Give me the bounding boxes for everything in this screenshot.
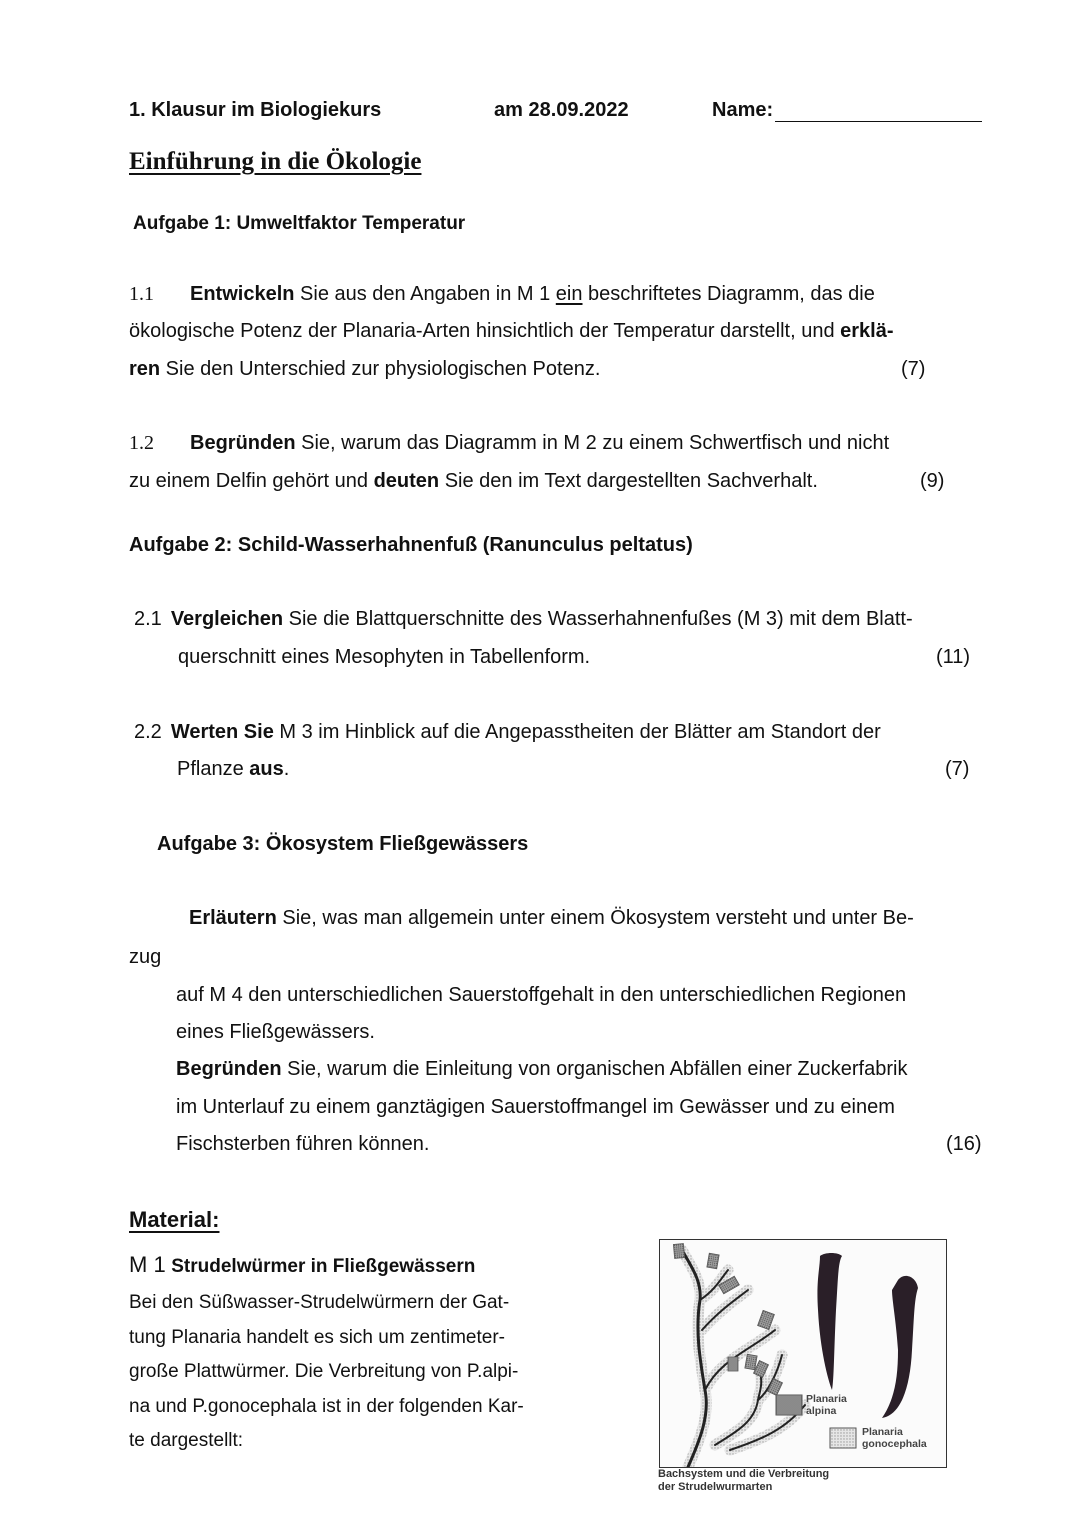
q1-2-verb2: deuten: [373, 470, 440, 492]
q3-line1: [189, 907, 914, 930]
q3-text: Sie, warum die Einleitung von organischen Abfällen einer Zuckerfabrik: [281, 1058, 908, 1080]
q2-1-verb: Vergleichen: [170, 608, 284, 630]
q1-2-text: zu einem Delfin gehört und: [129, 470, 374, 492]
q3-line7: Fischsterben führen können.: [176, 1133, 430, 1155]
q2-1-text: Sie die Blattquerschnitte des Wasserhahnenfußes (M 3) mit dem Blatt-: [283, 608, 913, 630]
q2-2-text: Pflanze: [177, 758, 250, 780]
figure-caption: [658, 1468, 829, 1494]
legend-swatch-gonocephala: [830, 1428, 856, 1448]
q1-2-text: Sie den im Text dargestellten Sachverhalt.: [439, 470, 818, 492]
task1-heading: Aufgabe 1: Umweltfaktor Temperatur: [133, 213, 466, 234]
q1-2-number: 1.2: [129, 432, 154, 454]
m1-text-line: Bei den Süßwasser-Strudelwürmern der Gat-: [129, 1292, 510, 1313]
legend-label: Planaria: [806, 1393, 847, 1405]
q1-1-number: 1.1: [129, 283, 154, 305]
q3-verb1: Erläutern: [189, 907, 277, 929]
m1-heading: [129, 1252, 475, 1278]
material-heading: Material:: [129, 1207, 220, 1232]
q1-2-line1: [129, 432, 889, 455]
q1-2-line2: [129, 470, 818, 493]
q1-1-line3: [129, 358, 600, 381]
q2-2-verb-end: aus: [249, 758, 284, 780]
stream-distribution-figure: [659, 1239, 947, 1468]
q2-2-line1: [134, 721, 881, 744]
legend-gonocephala: [862, 1426, 927, 1450]
legend-swatch-alpina: [776, 1395, 802, 1415]
q3-line2: zug: [129, 946, 162, 968]
q1-2-verb: Begründen: [190, 432, 296, 454]
q1-1-line2: [129, 320, 894, 343]
exam-title: 1. Klausur im Biologiekurs: [129, 99, 382, 121]
q2-2-number: 2.2: [134, 721, 162, 743]
q1-1-verb2-end: ren: [129, 358, 161, 380]
m1-text-line: na und P.gonocephala ist in der folgenden Kar-: [129, 1396, 524, 1417]
caption-line: Bachsystem und die Verbreitung: [658, 1468, 830, 1480]
name-label: Name:: [712, 99, 774, 121]
q1-1-underlined: ein: [555, 283, 583, 305]
q2-1-line2: querschnitt eines Mesophyten in Tabellenform.: [178, 646, 591, 668]
q1-1-text: beschriftetes Diagramm, das die: [582, 283, 875, 305]
q2-1-line1: [134, 608, 913, 631]
q1-1-line1: [129, 283, 875, 306]
exam-date: am 28.09.2022: [494, 99, 629, 121]
q1-1-points: (7): [901, 358, 926, 380]
q1-2-text: Sie, warum das Diagramm in M 2 zu einem Schwertfisch und nicht: [295, 432, 890, 454]
q3-line6: im Unterlauf zu einem ganztägigen Sauerstoffmangel im Gewässer und zu einem: [176, 1096, 895, 1118]
legend-alpina: [806, 1393, 847, 1417]
m1-title: Strudelwürmer in Fließgewässern: [171, 1256, 476, 1277]
caption-line: der Strudelwurmarten: [658, 1481, 773, 1493]
q3-line4: eines Fließgewässers.: [176, 1021, 375, 1043]
m1-text-line: tung Planaria handelt es sich um zentimeter-: [129, 1327, 505, 1348]
q2-2-text: M 3 im Hinblick auf die Angepasstheiten der Blätter am Standort der: [273, 721, 881, 743]
m1-text-line: große Plattwürmer. Die Verbreitung von P.alpi-: [129, 1361, 519, 1382]
name-blank-line[interactable]: [775, 101, 982, 122]
q3-verb2: Begründen: [176, 1058, 282, 1080]
legend-label: Planaria: [862, 1426, 903, 1438]
q2-2-line2: [177, 758, 289, 781]
planaria-alpina-shape: [817, 1253, 842, 1390]
q2-2-verb: Werten Sie: [170, 721, 274, 743]
q1-1-text: ökologische Potenz der Planaria-Arten hinsichtlich der Temperatur darstellt, und: [129, 320, 841, 342]
task3-heading: Aufgabe 3: Ökosystem Fließgewässers: [157, 833, 529, 855]
legend-label: alpina: [806, 1405, 837, 1417]
name-field[interactable]: [712, 99, 982, 122]
q3-text: Sie, was man allgemein unter einem Ökosystem versteht und unter Be-: [276, 907, 914, 929]
planaria-gonocephala-shape: [882, 1276, 918, 1418]
q1-1-verb2: erklä-: [840, 320, 894, 342]
q1-2-points: (9): [920, 470, 945, 492]
q2-1-number: 2.1: [134, 608, 162, 630]
q1-1-verb: Entwickeln: [190, 283, 295, 305]
q3-line5: [176, 1058, 907, 1081]
m1-text-line: te dargestellt:: [129, 1430, 244, 1451]
q3-points: (16): [946, 1133, 982, 1155]
m1-label: M 1: [129, 1252, 166, 1277]
q1-1-text: Sie aus den Angaben in M 1: [294, 283, 556, 305]
legend-label: gonocephala: [862, 1438, 927, 1450]
q2-2-points: (7): [945, 758, 970, 780]
q2-1-points: (11): [936, 646, 971, 668]
page-title: Einführung in die Ökologie: [129, 148, 422, 175]
q2-2-text: .: [283, 758, 290, 780]
q3-line3: auf M 4 den unterschiedlichen Sauerstoffgehalt in den unterschiedlichen Regionen: [176, 984, 907, 1006]
q1-1-text: Sie den Unterschied zur physiologischen Potenz.: [160, 358, 601, 380]
task2-heading: Aufgabe 2: Schild-Wasserhahnenfuß (Ranunculus peltatus): [129, 534, 693, 556]
